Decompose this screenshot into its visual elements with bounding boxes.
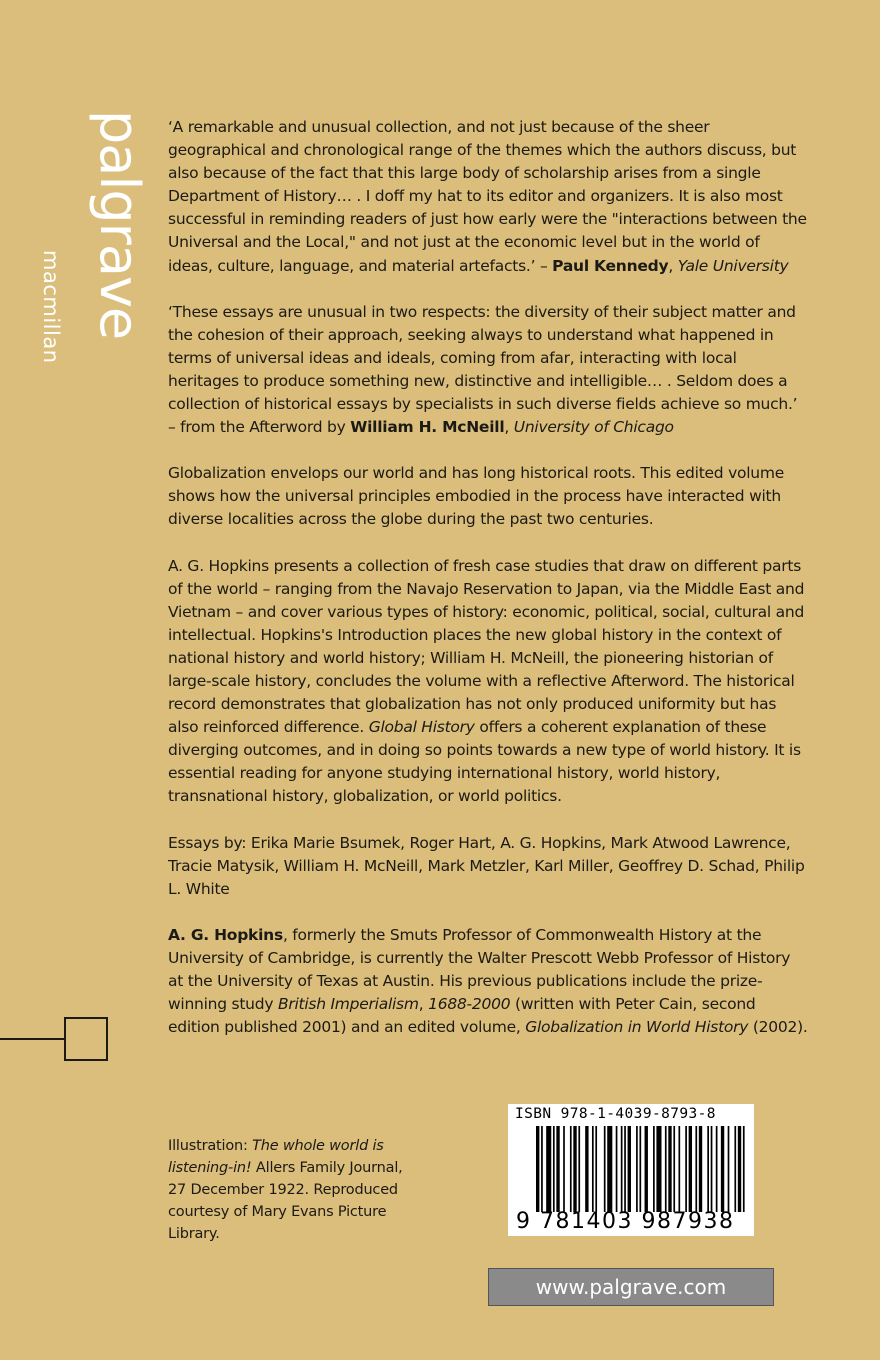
barcode-bar-37	[738, 1126, 741, 1212]
barcode-bar-22	[656, 1126, 661, 1212]
barcode-bar-24	[668, 1126, 671, 1212]
barcode-bar-38	[743, 1126, 745, 1212]
barcode-bar-4	[556, 1126, 559, 1212]
blurb-kennedy-name: Paul Kennedy	[552, 256, 669, 275]
illustration-credit	[168, 1135, 418, 1245]
blurb-mcneill-affiliation: University of Chicago	[513, 418, 674, 437]
back-cover-text	[168, 116, 808, 1062]
barcode-bar-10	[592, 1126, 594, 1212]
author-bio-part-1: , formerly the Smuts Professor of Commonwealth History at the University of Cambridge, is currently the Walter Prescott Webb Professor of History at the University of Texas at Austin. His previous publications include the prize-winning study	[168, 925, 791, 1014]
essays-by: Essays by: Erika Marie Bsumek, Roger Hart, A. G. Hopkins, Mark Atwood Lawrence, Tracie Matysik, William H. McNeill, Mark Metzler, Karl Miller, Geoffrey D. Schad, Philip L. White	[168, 833, 805, 898]
blurb-kennedy-quote: ‘A remarkable and unusual collection, and not just because of the sheer geographical and chronological range of the themes which the authors discuss, but also because of the fact that this large body of scholarship arises from a single Department of History… . I doff my hat to its editor and organizers. It is also most successful in reminding readers of just how early were the "interactions between the Universal and the Local," and not just at the economic level but in the world of ideas, culture, language, and material artefacts.’ –	[168, 118, 807, 275]
barcode-bars	[536, 1126, 748, 1212]
decorative-square	[64, 1017, 108, 1061]
barcode-bar-5	[563, 1126, 565, 1212]
decorative-rule	[0, 1038, 64, 1040]
author-book-2: Globalization in World History	[525, 1018, 749, 1037]
illustration-source: Allers Family Journal, 27 December 1922. Reproduced courtesy of Mary Evans Picture Library.	[168, 1160, 403, 1242]
barcode-bar-9	[585, 1126, 588, 1212]
barcode-bar-35	[728, 1126, 730, 1212]
author-bio-part-3: (written with Peter Cain, second edition published 2001) and an edited volume,	[168, 995, 756, 1037]
description-paragraph-1: Globalization envelops our world and has long historical roots. This edited volume shows how the universal principles embodied in the process have interacted with diverse localities across the globe during the past two centuries.	[168, 464, 784, 529]
barcode-bar-15	[621, 1126, 623, 1212]
isbn-label: ISBN 978-1-4039-8793-8	[515, 1106, 716, 1122]
barcode-bar-33	[716, 1126, 718, 1212]
barcode-bar-7	[573, 1126, 576, 1212]
blurb-mcneill-sep: ,	[504, 418, 514, 437]
website-link[interactable]: www.palgrave.com	[488, 1268, 774, 1306]
barcode-bar-32	[711, 1126, 713, 1212]
author-book-1-years: 1688-2000	[428, 995, 511, 1014]
barcode-bar-19	[639, 1126, 641, 1212]
author-bio-part-2: ,	[418, 995, 429, 1014]
barcode-bar-2	[546, 1126, 551, 1212]
barcode-bar-11	[595, 1126, 597, 1212]
barcode-bar-20	[645, 1126, 648, 1212]
description-p2-part-b: offers a coherent explanation of these diverging outcomes, and in doing so points towards a new type of world history. It is essential reading for anyone studying international history, world history, transnational history, globalization, or world politics.	[168, 718, 801, 806]
barcode-bar-28	[689, 1126, 692, 1212]
barcode-bar-18	[636, 1126, 638, 1212]
logo-brand: palgrave	[88, 110, 151, 340]
illustration-label: Illustration:	[168, 1138, 253, 1154]
illustration-title: The whole world is listening-in!	[168, 1138, 384, 1176]
barcode-bar-6	[570, 1126, 572, 1212]
logo-sub: macmillan	[39, 250, 63, 364]
barcode-bar-17	[628, 1126, 631, 1212]
barcode-bar-31	[707, 1126, 709, 1212]
barcode-bar-14	[616, 1126, 618, 1212]
barcode-bar-36	[734, 1126, 736, 1212]
barcode-bar-23	[665, 1126, 667, 1212]
barcode-bar-13	[607, 1126, 612, 1212]
blurb-mcneill	[168, 301, 808, 440]
blurb-mcneill-name: William H. McNeill	[350, 418, 505, 437]
barcode-bar-1	[541, 1126, 543, 1212]
barcode-bar-12	[604, 1126, 606, 1212]
author-book-1: British Imperialism	[277, 995, 419, 1014]
barcode-bar-3	[553, 1126, 555, 1212]
blurb-kennedy-affiliation: Yale University	[677, 256, 789, 275]
barcode-bar-29	[695, 1126, 697, 1212]
barcode-bar-21	[653, 1126, 655, 1212]
description-p2-part-a: A. G. Hopkins presents a collection of fresh case studies that draw on different parts of the world – ranging from the Navajo Reservation to Japan, via the Middle East and Vietnam – and cover various types of history: economic, political, social, cultural and intellectual. Hopkins's Introduction places the new global history in the context of national history and world history; William H. McNeill, the pioneering historian of large-scale history, concludes the volume with a reflective Afterword. The historical record demonstrates that globalization has not only produced uniformity but has also reinforced difference.	[168, 556, 805, 737]
palgrave-macmillan-logo	[39, 110, 151, 380]
blurb-mcneill-quote: ‘These essays are unusual in two respects: the diversity of their subject matter and the cohesion of their approach, seeking always to understand what happened in terms of universal ideas and ideals, coming from afar, interacting with local heritages to produce something new, distinctive and intelligible… . Seldom does a collection of historical essays by specialists in such diverse fields achieve so much.’ – from the Afterword by	[168, 302, 798, 437]
barcode-bar-0	[536, 1126, 539, 1212]
description-p2-title: Global History	[368, 718, 475, 737]
isbn-barcode	[508, 1104, 754, 1236]
barcode-bar-34	[721, 1126, 724, 1212]
barcode-bar-27	[685, 1126, 687, 1212]
author-name: A. G. Hopkins	[168, 925, 283, 944]
blurb-kennedy	[168, 116, 808, 278]
barcode-bar-26	[678, 1126, 680, 1212]
barcode-bar-30	[699, 1126, 702, 1212]
blurb-kennedy-sep: ,	[668, 256, 678, 275]
author-bio-part-4: (2002).	[748, 1018, 808, 1037]
barcode-bar-25	[673, 1126, 675, 1212]
author-bio	[168, 924, 808, 1039]
description-paragraph-2	[168, 555, 808, 809]
barcode-bar-8	[578, 1126, 580, 1212]
barcode-digits: 9 781403 987938	[516, 1209, 735, 1234]
barcode-bar-16	[624, 1126, 626, 1212]
